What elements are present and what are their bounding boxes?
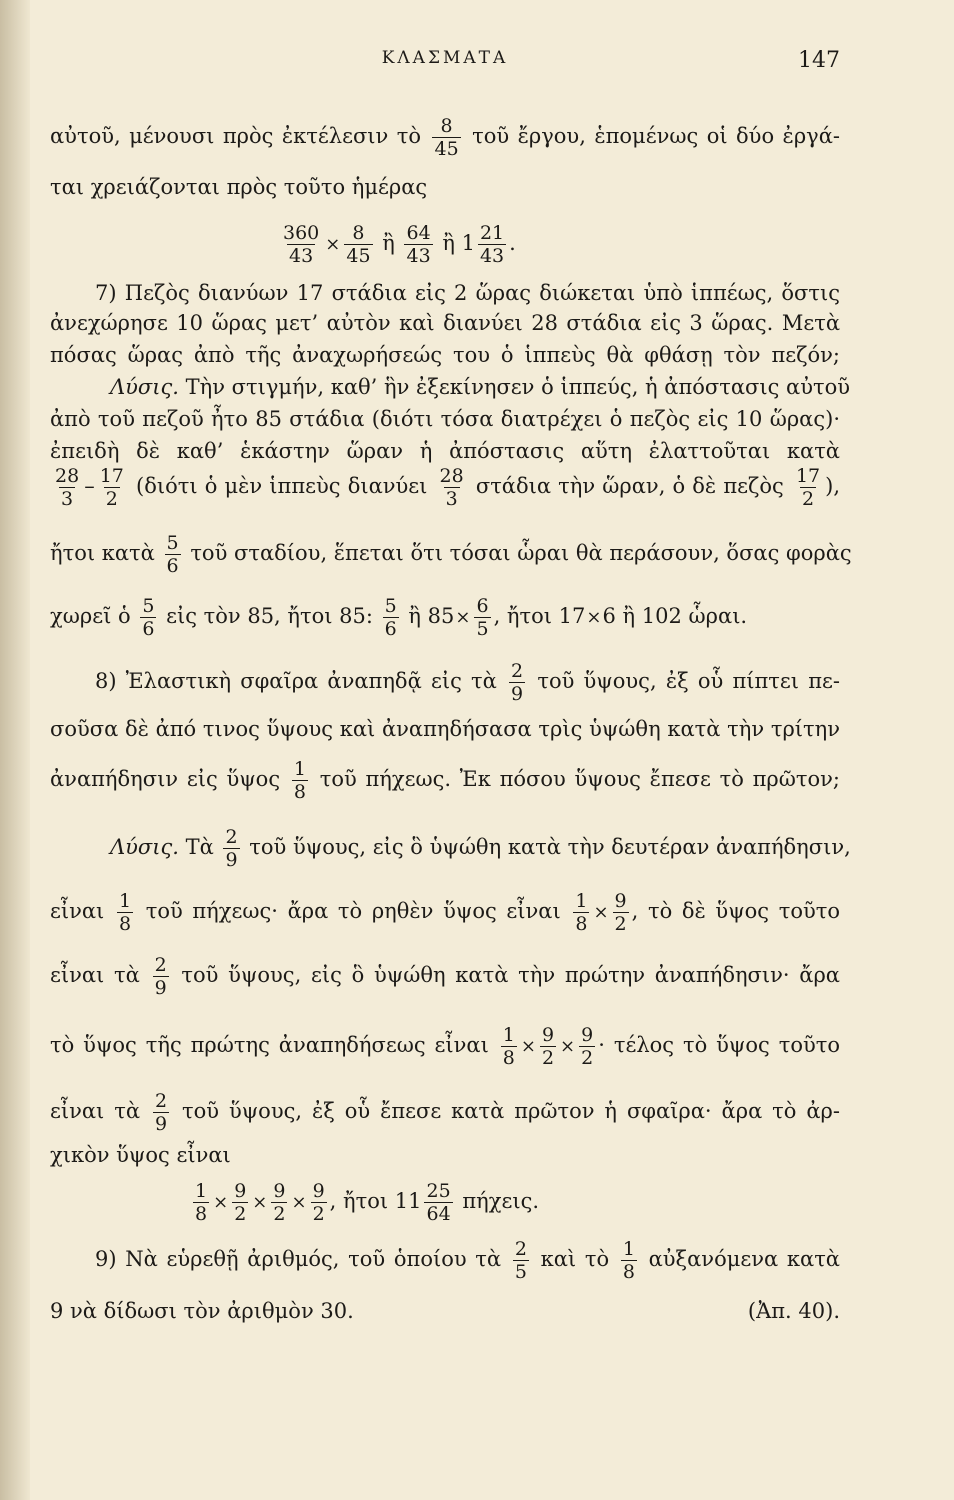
fraction-denominator: 5	[514, 1261, 527, 1283]
equation-line	[278, 222, 578, 267]
fraction-numerator: 2	[225, 826, 238, 848]
fraction-numerator: 2	[514, 1238, 527, 1260]
text-run: , ἤτοι 11	[329, 1189, 422, 1213]
fraction-denominator: 43	[479, 245, 505, 267]
fraction	[223, 826, 239, 871]
text-run: πήχεις.	[455, 1189, 540, 1213]
fraction-denominator: 43	[406, 245, 431, 267]
fraction-numerator: 1	[293, 758, 306, 780]
fraction-denominator: 43	[289, 245, 314, 267]
fraction-numerator: 2	[511, 660, 524, 682]
fraction	[98, 465, 126, 510]
text-run: εἶναι	[50, 899, 114, 923]
fraction	[383, 595, 399, 640]
fraction-numerator: 8	[352, 222, 365, 244]
fraction	[271, 1180, 287, 1225]
text-line	[50, 1296, 840, 1326]
solution-label: Λύσις.	[110, 375, 179, 399]
fraction-numerator: 1	[502, 1024, 515, 1046]
fraction-denominator: 9	[225, 849, 238, 871]
text-run: ται χρειάζονται πρὸς τοῦτο ἡμέρας	[50, 175, 428, 199]
fraction-denominator: 64	[426, 1203, 451, 1225]
fraction	[53, 465, 81, 510]
fraction-denominator: 5	[476, 618, 489, 640]
fraction	[424, 1180, 452, 1225]
fraction	[513, 1238, 529, 1283]
text-run: 9 νὰ δίδωσι τὸν ἀριθμὸν 30.	[50, 1299, 354, 1323]
fraction-denominator: 9	[154, 977, 167, 999]
fraction	[794, 465, 822, 510]
fraction-denominator: 6	[142, 618, 155, 640]
text-run: τοῦ ὕψους, εἰς ὃ ὑψώθη κατὰ τὴν πρώτην ἀναπήδησιν· ἄρα	[171, 963, 840, 987]
text-line	[50, 340, 840, 370]
text-line	[50, 465, 840, 510]
fraction	[311, 1180, 327, 1225]
fraction	[432, 115, 460, 160]
text-run: –	[84, 474, 95, 498]
multiplication-sign: ×	[325, 233, 341, 255]
text-run: εἰς τὸν 85, ἤτοι 85:	[159, 604, 380, 628]
fraction-numerator: 9	[234, 1180, 247, 1202]
fraction	[165, 532, 181, 577]
multiplication-sign: ×	[252, 1191, 268, 1213]
fraction	[621, 1238, 637, 1283]
fraction-numerator: 1	[195, 1180, 208, 1202]
problem-8-line	[95, 660, 840, 705]
fraction	[404, 222, 432, 267]
text-line	[50, 890, 840, 935]
fraction-denominator: 8	[575, 913, 588, 935]
text-run: , ἤτοι 17	[493, 604, 586, 628]
text-run: σοῦσα δὲ ἀπό τινος ὕψους καὶ ἀναπηδήσασα τρὶς ὑψώθη κατὰ τὴν τρίτην	[50, 717, 840, 741]
fraction-denominator: 45	[434, 138, 459, 160]
text-line	[50, 172, 840, 202]
running-title: ΚΛΑΣΜΑΤΑ	[381, 48, 509, 68]
text-run: Τὴν στιγμήν, καθ’ ἣν ἐξεκίνησεν ὁ ἱππεύς, ἡ ἀπόστασις αὐτοῦ	[178, 375, 851, 399]
fraction-numerator: 8	[440, 115, 453, 137]
text-run: ἢ	[375, 231, 402, 255]
text-run: 9) Νὰ εὑρεθῇ ἀριθμός, τοῦ ὁποίου τὰ	[95, 1247, 510, 1271]
text-run: χωρεῖ ὁ	[50, 604, 138, 628]
text-run: τοῦ πήχεως· ἄρα τὸ ρηθὲν ὕψος εἶναι	[136, 899, 571, 923]
text-run: ἀναπήδησιν εἰς ὕψος	[50, 767, 289, 791]
fraction	[501, 1024, 517, 1069]
text-line	[50, 436, 840, 466]
fraction-denominator: 45	[346, 245, 371, 267]
fraction-numerator: 9	[614, 890, 627, 912]
text-run: εἶναι τὰ	[50, 963, 150, 987]
multiplication-sign: ×	[560, 1035, 576, 1057]
fraction-numerator: 64	[406, 222, 431, 244]
text-line	[50, 1140, 840, 1170]
solution-label: Λύσις.	[110, 835, 179, 859]
text-run: τοῦ ὕψους, εἰς ὃ ὑψώθη κατὰ τὴν δευτέραν ἀναπήδησιν,	[242, 835, 851, 859]
fraction-numerator: 2	[154, 1090, 168, 1112]
fraction	[292, 758, 308, 803]
fraction-denominator: 2	[614, 913, 627, 935]
text-run: .	[509, 231, 516, 255]
text-run: αὐξανόμενα κατὰ	[639, 1247, 840, 1271]
text-run: Τὰ	[178, 835, 221, 859]
text-line	[50, 404, 840, 434]
fraction-numerator: 360	[283, 222, 320, 244]
text-run: τοῦ ὕψους, ἐξ οὗ ἔπεσε κατὰ πρῶτον ἡ σφαῖρα· ἄρα τὸ ἀρ-	[172, 1099, 840, 1123]
fraction-denominator: 2	[581, 1047, 594, 1069]
text-run: (διότι ὁ μὲν ἱππεὺς διανύει	[128, 474, 435, 498]
fraction-denominator: 6	[384, 618, 397, 640]
fraction-numerator: 9	[541, 1024, 555, 1046]
text-run: χικὸν ὕψος εἶναι	[50, 1143, 231, 1167]
text-run: ἀπὸ τοῦ πεζοῦ ἦτο 85 στάδια (διότι τόσα διατρέχει ὁ πεζὸς εἰς 10 ὥρας)·	[50, 407, 840, 431]
fraction	[281, 222, 321, 267]
text-run: 7) Πεζὸς διανύων 17 στάδια εἰς 2 ὥρας διώκεται ὑπὸ ἱππέως, ὅστις	[95, 281, 840, 305]
fraction-denominator: 6	[166, 555, 179, 577]
fraction-denominator: 8	[293, 781, 306, 803]
answer-label: (Ἀπ. 40).	[747, 1299, 840, 1323]
text-line	[50, 714, 840, 744]
multiplication-sign: ×	[213, 1191, 229, 1213]
fraction-numerator: 2	[154, 954, 167, 976]
text-run: τοῦ ὕψους, ἐξ οὗ πίπτει πε-	[528, 669, 840, 693]
fraction-denominator: 2	[273, 1203, 286, 1225]
text-run: ),	[825, 474, 841, 498]
fraction-denominator: 9	[154, 1113, 168, 1135]
text-run: πόσας ὥρας ἀπὸ τῆς ἀναχωρήσεώς του ὁ ἱππεὺς θὰ φθάσῃ τὸν πεζόν;	[50, 343, 840, 367]
text-run: 8) Ἐλαστικὴ σφαῖρα ἀναπηδᾷ εἰς τὰ	[95, 669, 507, 693]
multiplication-sign: ×	[520, 1035, 536, 1057]
fraction-denominator: 3	[445, 488, 458, 510]
page-binding-shadow	[0, 0, 30, 1500]
text-run: τοῦ ἔργου, ἑπομένως οἱ δύο ἐργά-	[463, 124, 841, 148]
fraction	[117, 890, 133, 935]
text-run: ἤτοι κατὰ	[50, 541, 162, 565]
fraction-numerator: 9	[273, 1180, 286, 1202]
fraction	[540, 1024, 556, 1069]
fraction	[478, 222, 506, 267]
fraction	[579, 1024, 595, 1069]
fraction	[153, 1090, 169, 1135]
fraction-numerator: 5	[166, 532, 179, 554]
fraction-denominator: 2	[312, 1203, 325, 1225]
fraction-numerator: 6	[476, 595, 489, 617]
problem-9-line	[95, 1238, 840, 1283]
fraction	[438, 465, 466, 510]
text-run: ἢ 85	[401, 604, 455, 628]
fraction-numerator: 28	[439, 465, 464, 487]
fraction-denominator: 8	[195, 1203, 208, 1225]
text-run: καὶ τὸ	[531, 1247, 618, 1271]
fraction-numerator: 5	[142, 595, 155, 617]
multiplication-sign: ×	[291, 1191, 307, 1213]
text-line	[50, 595, 840, 640]
text-run: , τὸ δὲ ὕψος τοῦτο	[631, 899, 840, 923]
fraction	[232, 1180, 248, 1225]
text-line	[50, 954, 840, 999]
page-number: 147	[798, 48, 840, 73]
text-run: τὸ ὕψος τῆς πρώτης ἀναπηδήσεως εἶναι	[50, 1033, 498, 1057]
fraction	[613, 890, 629, 935]
fraction	[344, 222, 372, 267]
text-run: εἶναι τὰ	[50, 1099, 150, 1123]
problem-7-line	[95, 278, 840, 308]
fraction-numerator: 5	[384, 595, 397, 617]
fraction-denominator: 3	[61, 488, 74, 510]
text-line	[50, 308, 840, 338]
text-run: στάδια τὴν ὥραν, ὁ δὲ πεζὸς	[468, 474, 791, 498]
text-run: τοῦ σταδίου, ἕπεται ὅτι τόσαι ὧραι θὰ περάσουν, ὅσας φορὰς	[183, 541, 852, 565]
equation-line	[190, 1180, 690, 1225]
fraction	[153, 954, 169, 999]
fraction	[509, 660, 525, 705]
fraction-numerator: 9	[581, 1024, 594, 1046]
fraction	[573, 890, 589, 935]
fraction-denominator: 9	[511, 683, 524, 705]
fraction-numerator: 28	[55, 465, 80, 487]
fraction	[474, 595, 490, 640]
text-line	[50, 1090, 840, 1135]
multiplication-sign: ×	[455, 606, 471, 628]
fraction	[140, 595, 156, 640]
text-run: · τέλος τὸ ὕψος τοῦτο	[598, 1033, 840, 1057]
text-line	[50, 1024, 840, 1069]
multiplication-sign: ×	[586, 606, 602, 628]
fraction-numerator: 17	[99, 465, 124, 487]
text-run: ἐπειδὴ δὲ καθ’ ἑκάστην ὥραν ἡ ἀπόστασις αὕτη ἐλαττοῦται κατὰ	[50, 439, 840, 463]
fraction-numerator: 21	[479, 222, 505, 244]
text-run: τοῦ πήχεως. Ἐκ πόσου ὕψους ἔπεσε τὸ πρῶτον;	[310, 767, 840, 791]
solution-line	[110, 372, 851, 402]
fraction-denominator: 8	[118, 913, 132, 935]
fraction-denominator: 8	[622, 1261, 635, 1283]
text-run: αὐτοῦ, μένουσι πρὸς ἐκτέλεσιν τὸ	[50, 124, 430, 148]
fraction	[193, 1180, 209, 1225]
fraction-numerator: 9	[312, 1180, 325, 1202]
text-line	[50, 115, 840, 160]
fraction-denominator: 2	[802, 488, 815, 510]
fraction-denominator: 8	[502, 1047, 515, 1069]
text-line	[50, 758, 840, 803]
fraction-denominator: 2	[541, 1047, 555, 1069]
text-run: ἢ 1	[435, 231, 475, 255]
page-header	[50, 48, 840, 78]
fraction-denominator: 2	[234, 1203, 247, 1225]
fraction-denominator: 2	[105, 488, 118, 510]
text-run: 6 ἢ 102 ὧραι.	[602, 604, 748, 628]
fraction-numerator: 1	[575, 890, 588, 912]
text-run: ἀνεχώρησε 10 ὥρας μετ’ αὐτὸν καὶ διανύει 28 στάδια εἰς 3 ὥρας. Μετὰ	[50, 311, 840, 335]
solution-line	[110, 826, 851, 871]
text-line	[50, 532, 852, 577]
fraction-numerator: 25	[426, 1180, 451, 1202]
fraction-numerator: 17	[795, 465, 821, 487]
fraction-numerator: 1	[622, 1238, 635, 1260]
fraction-numerator: 1	[118, 890, 132, 912]
multiplication-sign: ×	[593, 901, 609, 923]
